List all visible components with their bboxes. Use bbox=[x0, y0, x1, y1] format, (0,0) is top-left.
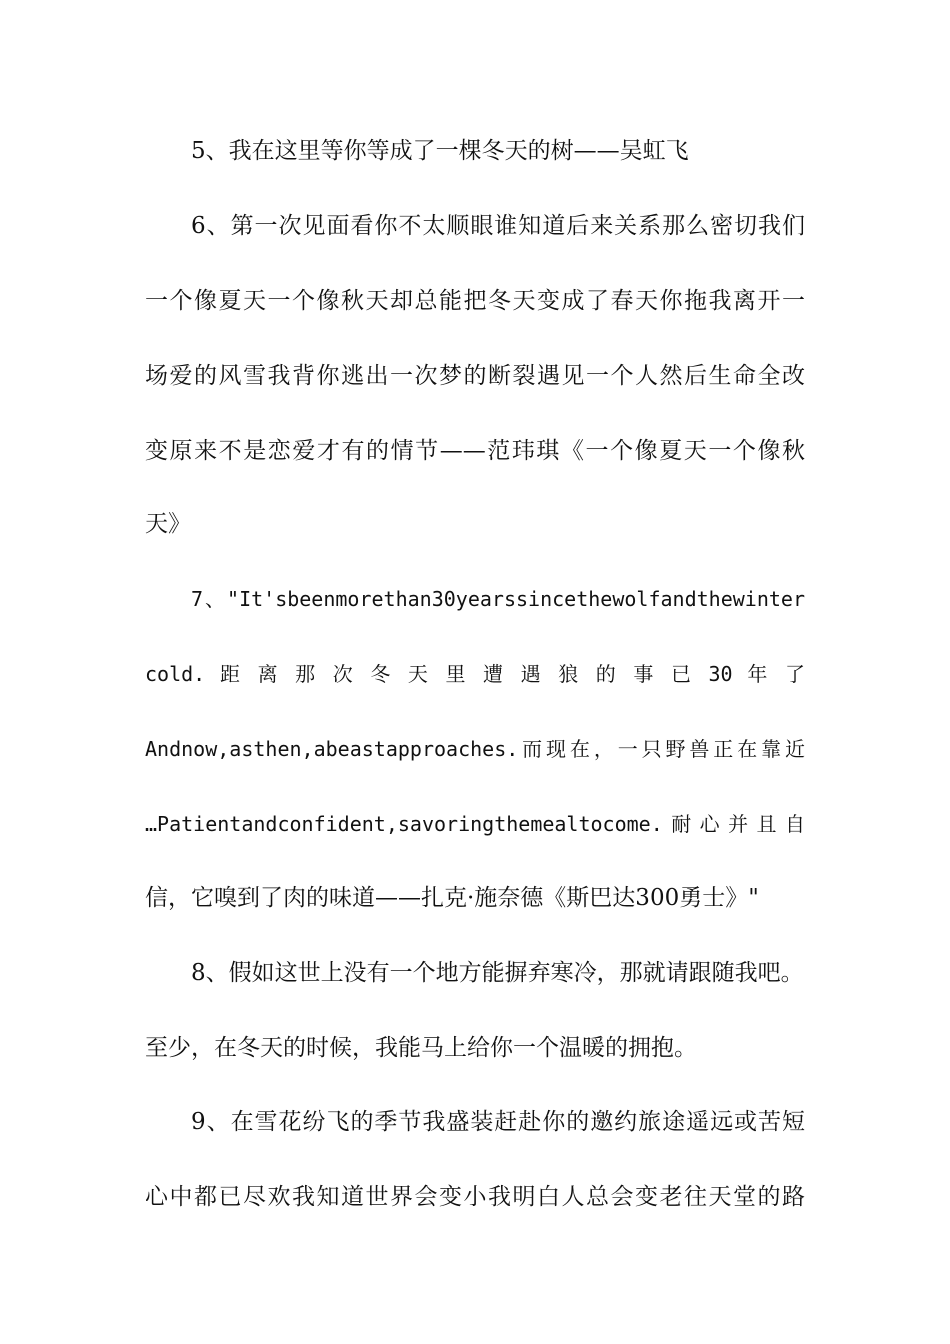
paragraph-7-line-4: …Patientandconfident,savoringthemealtocome.耐心并且自 bbox=[145, 812, 805, 836]
paragraph-6-line-4: 变原来不是恋爱才有的情节——范玮琪《一个像夏天一个像秋 bbox=[145, 438, 805, 464]
paragraph-7-line-5: 信，它嗅到了肉的味道——扎克·施奈德《斯巴达300勇士》" bbox=[145, 885, 759, 911]
paragraph-6-line-5: 天》 bbox=[145, 511, 191, 537]
paragraph-6-line-1: 6、第一次见面看你不太顺眼谁知道后来关系那么密切我们 bbox=[191, 213, 805, 239]
paragraph-6-line-3: 场爱的风雪我背你逃出一次梦的断裂遇见一个人然后生命全改 bbox=[145, 363, 805, 389]
paragraph-7-line-1: 7、"It'sbeenmorethan30yearssincethewolfandthewinter bbox=[191, 587, 805, 611]
paragraph-9-line-1: 9、在雪花纷飞的季节我盛装赶赴你的邀约旅途遥远或苦短 bbox=[191, 1109, 805, 1135]
paragraph-7-line-2: cold. 距 离 那 次 冬 天 里 遭 遇 狼 的 事 已 30 年 了 bbox=[145, 662, 805, 686]
paragraph-7-line-3: Andnow,asthen,abeastapproaches.而现在，一只野兽正在靠近 bbox=[145, 737, 805, 761]
paragraph-9-line-2: 心中都已尽欢我知道世界会变小我明白人总会变老往天堂的路 bbox=[145, 1184, 805, 1210]
paragraph-5-line-1: 5、我在这里等你等成了一棵冬天的树——吴虹飞 bbox=[191, 138, 689, 164]
paragraph-8-line-2: 至少，在冬天的时候，我能马上给你一个温暖的拥抱。 bbox=[145, 1035, 697, 1061]
paragraph-6-line-2: 一个像夏天一个像秋天却总能把冬天变成了春天你拖我离开一 bbox=[145, 288, 805, 314]
paragraph-8-line-1: 8、假如这世上没有一个地方能摒弃寒冷，那就请跟随我吧。 bbox=[191, 960, 804, 986]
